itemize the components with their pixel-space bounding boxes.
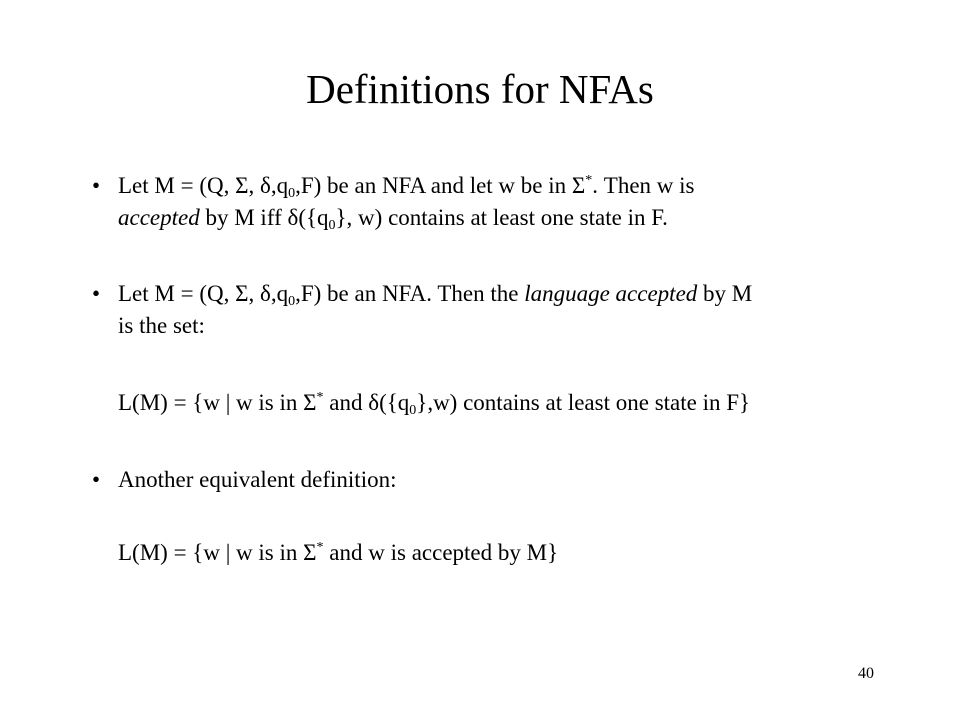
emphasis-term: accepted <box>118 205 200 230</box>
text-run: L(M) = {w | w is in Σ <box>118 540 317 565</box>
language-formula <box>118 387 858 419</box>
text-run: Let M = (Q, Σ, δ,q <box>118 281 289 306</box>
text-run: ,F) be an NFA. Then the <box>295 281 525 306</box>
bullet-icon: • <box>92 467 101 492</box>
superscript: * <box>585 173 593 188</box>
definition-accepted-line-1 <box>118 170 858 202</box>
bullet-icon: • <box>92 173 101 198</box>
text-run: Let M = (Q, Σ, δ,q <box>118 173 289 198</box>
equivalent-formula <box>118 537 858 569</box>
text-run: }, w) contains at least one state in F. <box>335 205 668 230</box>
text-run: by M iff δ({q <box>199 205 329 230</box>
equivalent-definition-heading <box>118 464 858 496</box>
equivalent-formula-line <box>118 537 858 569</box>
equivalent-definition-text: Another equivalent definition: <box>118 467 397 492</box>
subscript: 0 <box>288 294 296 309</box>
page-number: 40 <box>858 665 874 682</box>
definition-language-line-2: is the set: <box>118 313 205 338</box>
slide-title: Definitions for NFAs <box>306 66 654 112</box>
subscript: 0 <box>288 186 296 201</box>
text-run: and w is accepted by M} <box>323 540 559 565</box>
text-run: },w) contains at least one state in F} <box>416 390 751 415</box>
text-run: ,F) be an NFA and let w be in Σ <box>295 173 586 198</box>
bullet-icon: • <box>92 281 101 306</box>
text-run: . Then w is <box>592 173 695 198</box>
subscript: 0 <box>328 218 336 233</box>
text-run: by M <box>697 281 753 306</box>
text-run: and δ({q <box>323 390 410 415</box>
definition-accepted <box>118 170 858 234</box>
emphasis-term: language accepted <box>524 281 698 306</box>
subscript: 0 <box>409 403 417 418</box>
definition-language-line-1 <box>118 278 858 310</box>
definition-language <box>118 278 858 342</box>
superscript: * <box>316 390 324 405</box>
definition-accepted-line-2 <box>118 202 858 234</box>
language-formula-line <box>118 387 858 419</box>
superscript: * <box>316 540 324 555</box>
text-run: L(M) = {w | w is in Σ <box>118 390 317 415</box>
